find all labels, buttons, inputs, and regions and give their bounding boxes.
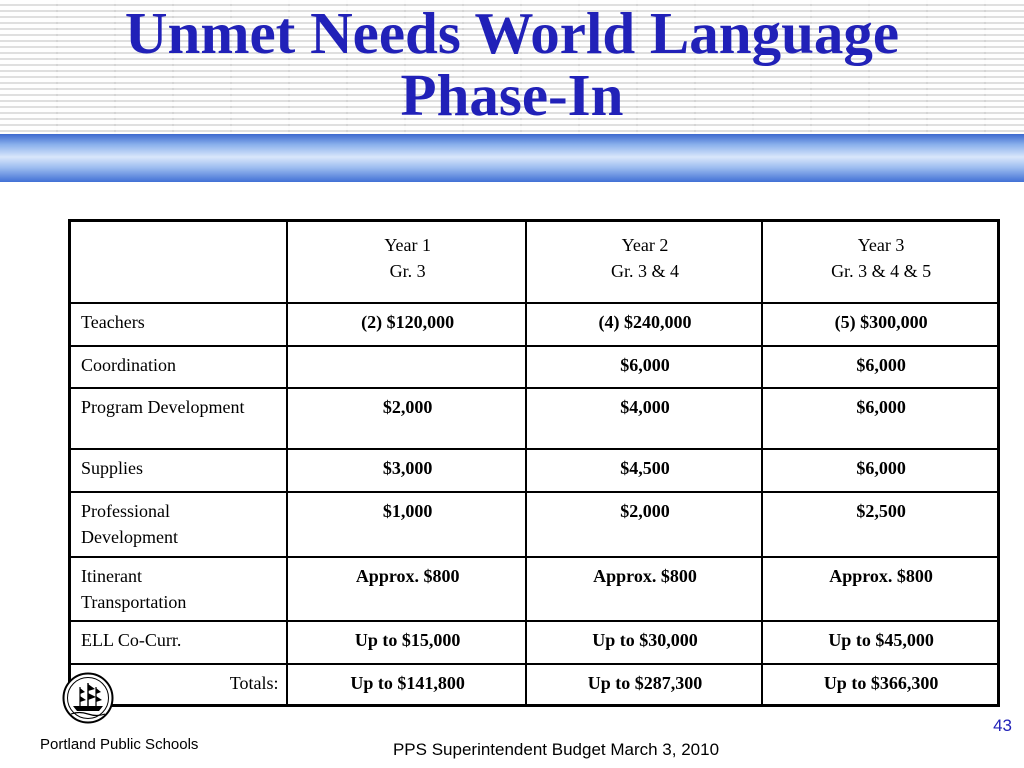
cell-year-2: $4,000	[526, 388, 762, 449]
header-cell-year-2: Year 2 Gr. 3 & 4	[526, 221, 762, 303]
cell-year-3: (5) $300,000	[762, 303, 998, 346]
cell-year-2: $4,500	[526, 449, 762, 492]
table-header-row	[70, 221, 999, 303]
ship-seal-icon	[62, 672, 114, 724]
cell-year-3: Up to $366,300	[762, 664, 998, 706]
slide-title-line-2: Phase-In	[400, 62, 624, 128]
title-band	[0, 134, 1024, 182]
cell-year-1: (2) $120,000	[287, 303, 525, 346]
table-row-coordination	[70, 346, 999, 388]
row-label: Itinerant Transportation	[70, 557, 288, 621]
row-label: Teachers	[70, 303, 288, 346]
slide-number: 43	[993, 716, 1012, 735]
cell-year-2: Up to $287,300	[526, 664, 762, 706]
cell-year-1: Approx. $800	[287, 557, 525, 621]
cell-year-2: $6,000	[526, 346, 762, 388]
row-label: Coordination	[70, 346, 288, 388]
footer-caption: PPS Superintendent Budget March 3, 2010	[392, 740, 720, 759]
cell-year-1: $3,000	[287, 449, 525, 492]
cell-year-2: (4) $240,000	[526, 303, 762, 346]
slide-title-line-1: Unmet Needs World Language	[124, 0, 900, 66]
table-row-totals	[70, 664, 999, 706]
row-label: Supplies	[70, 449, 288, 492]
cell-year-1	[287, 346, 525, 388]
budget-table	[68, 219, 1000, 707]
header-cell-year-1: Year 1 Gr. 3	[287, 221, 525, 303]
cell-year-1: Up to $15,000	[287, 621, 525, 664]
table-row-itinerant-transportation	[70, 557, 999, 621]
cell-year-1: $1,000	[287, 492, 525, 557]
row-label: Totals:	[70, 664, 288, 706]
cell-year-3: Up to $45,000	[762, 621, 998, 664]
budget-table-container	[68, 219, 1000, 707]
cell-year-2: Approx. $800	[526, 557, 762, 621]
table-row-ell-co-curr	[70, 621, 999, 664]
cell-year-3: Approx. $800	[762, 557, 998, 621]
cell-year-3: $6,000	[762, 388, 998, 449]
table-row-program-development	[70, 388, 999, 449]
row-label: Program Development	[70, 388, 288, 449]
cell-year-3: $2,500	[762, 492, 998, 557]
header-cell-year-3: Year 3 Gr. 3 & 4 & 5	[762, 221, 998, 303]
table-row-teachers	[70, 303, 999, 346]
header-cell-empty	[70, 221, 288, 303]
table-row-supplies	[70, 449, 999, 492]
row-label: ELL Co-Curr.	[70, 621, 288, 664]
cell-year-2: $2,000	[526, 492, 762, 557]
row-label: Professional Development	[70, 492, 288, 557]
slide-title	[0, 2, 1024, 126]
cell-year-2: Up to $30,000	[526, 621, 762, 664]
school-name: Portland Public Schools	[40, 736, 199, 753]
cell-year-1: Up to $141,800	[287, 664, 525, 706]
cell-year-1: $2,000	[287, 388, 525, 449]
cell-year-3: $6,000	[762, 346, 998, 388]
table-row-professional-development	[70, 492, 999, 557]
cell-year-3: $6,000	[762, 449, 998, 492]
